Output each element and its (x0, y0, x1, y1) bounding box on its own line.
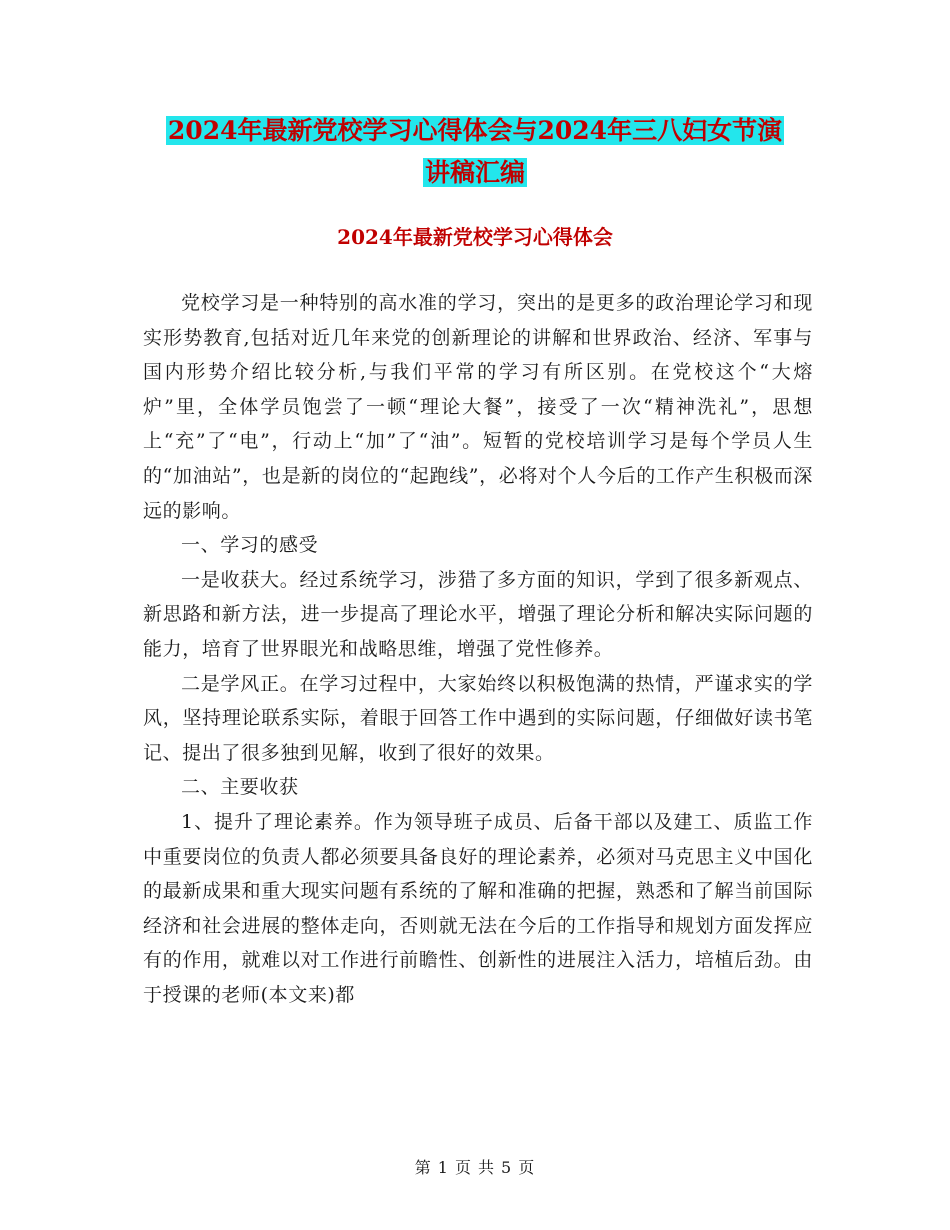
paragraph-theory-literacy: 1、提升了理论素养。作为领导班子成员、后备干部以及建工、质监工作中重要岗位的负责人都必须要具备良好的理论素养，必须对马克思主义中国化的最新成果和重大现实问题有系统的了解和准确的把握，熟悉和了解当前国际经济和社会进展的整体走向，否则就无法在今后的工作指导和规划方面发挥应有的作用，就难以对工作进行前瞻性、创新性的进展注入活力，培植后劲。由于授课的老师(本文来)都 (143, 810, 813, 1006)
paragraph-gains-big: 一是收获大。经过系统学习，涉猎了多方面的知识，学到了很多新观点、新思路和新方法，进一步提高了理论水平，增强了理论分析和解决实际问题的能力，培育了世界眼光和战略思维，增强了党性修养。 (143, 568, 813, 660)
footer-total-label: 页 (518, 1158, 536, 1177)
footer-total-prefix: 共 (478, 1158, 496, 1177)
document-title-line-1 (0, 112, 950, 150)
paragraph-study-style: 二是学风正。在学习过程中，大家始终以积极饱满的热情，严谨求实的学风，坚持理论联系实际，着眼于回答工作中遇到的实际问题，仔细做好读书笔记、提出了很多独到见解，收到了很好的效果。 (143, 672, 813, 764)
document-title-line-2 (0, 154, 950, 192)
heading-main-gains: 二、主要收获 (181, 776, 299, 799)
footer-page-label: 页 (454, 1158, 472, 1177)
document-title-text-1: 2024年最新党校学习心得体会与2024年三八妇女节演 (167, 116, 783, 145)
heading-learning-feelings: 一、学习的感受 (181, 534, 319, 557)
footer-page-number: 1 (437, 1158, 449, 1177)
section-title: 2024年最新党校学习心得体会 (337, 225, 613, 249)
footer-total-pages: 5 (501, 1158, 513, 1177)
page-footer (0, 1155, 950, 1178)
paragraph-intro: 党校学习是一种特别的高水准的学习，突出的是更多的政治理论学习和现实形势教育,包括对近几年来党的创新理论的讲解和世界政治、经济、军事与国内形势介绍比较分析,与我们平常的学习有所区别。在党校这个“大熔炉”里，全体学员饱尝了一顿“理论大餐”，接受了一次“精神洗礼”，思想上“充”了“电”，行动上“加”了“油”。短暂的党校培训学习是每个学员人生的“加油站”，也是新的岗位的“起跑线”，必将对个人今后的工作产生积极而深远的影响。 (143, 292, 813, 522)
footer-prefix: 第 (414, 1158, 432, 1177)
document-body (143, 286, 813, 1012)
document-title-text-2: 讲稿汇编 (424, 158, 525, 187)
